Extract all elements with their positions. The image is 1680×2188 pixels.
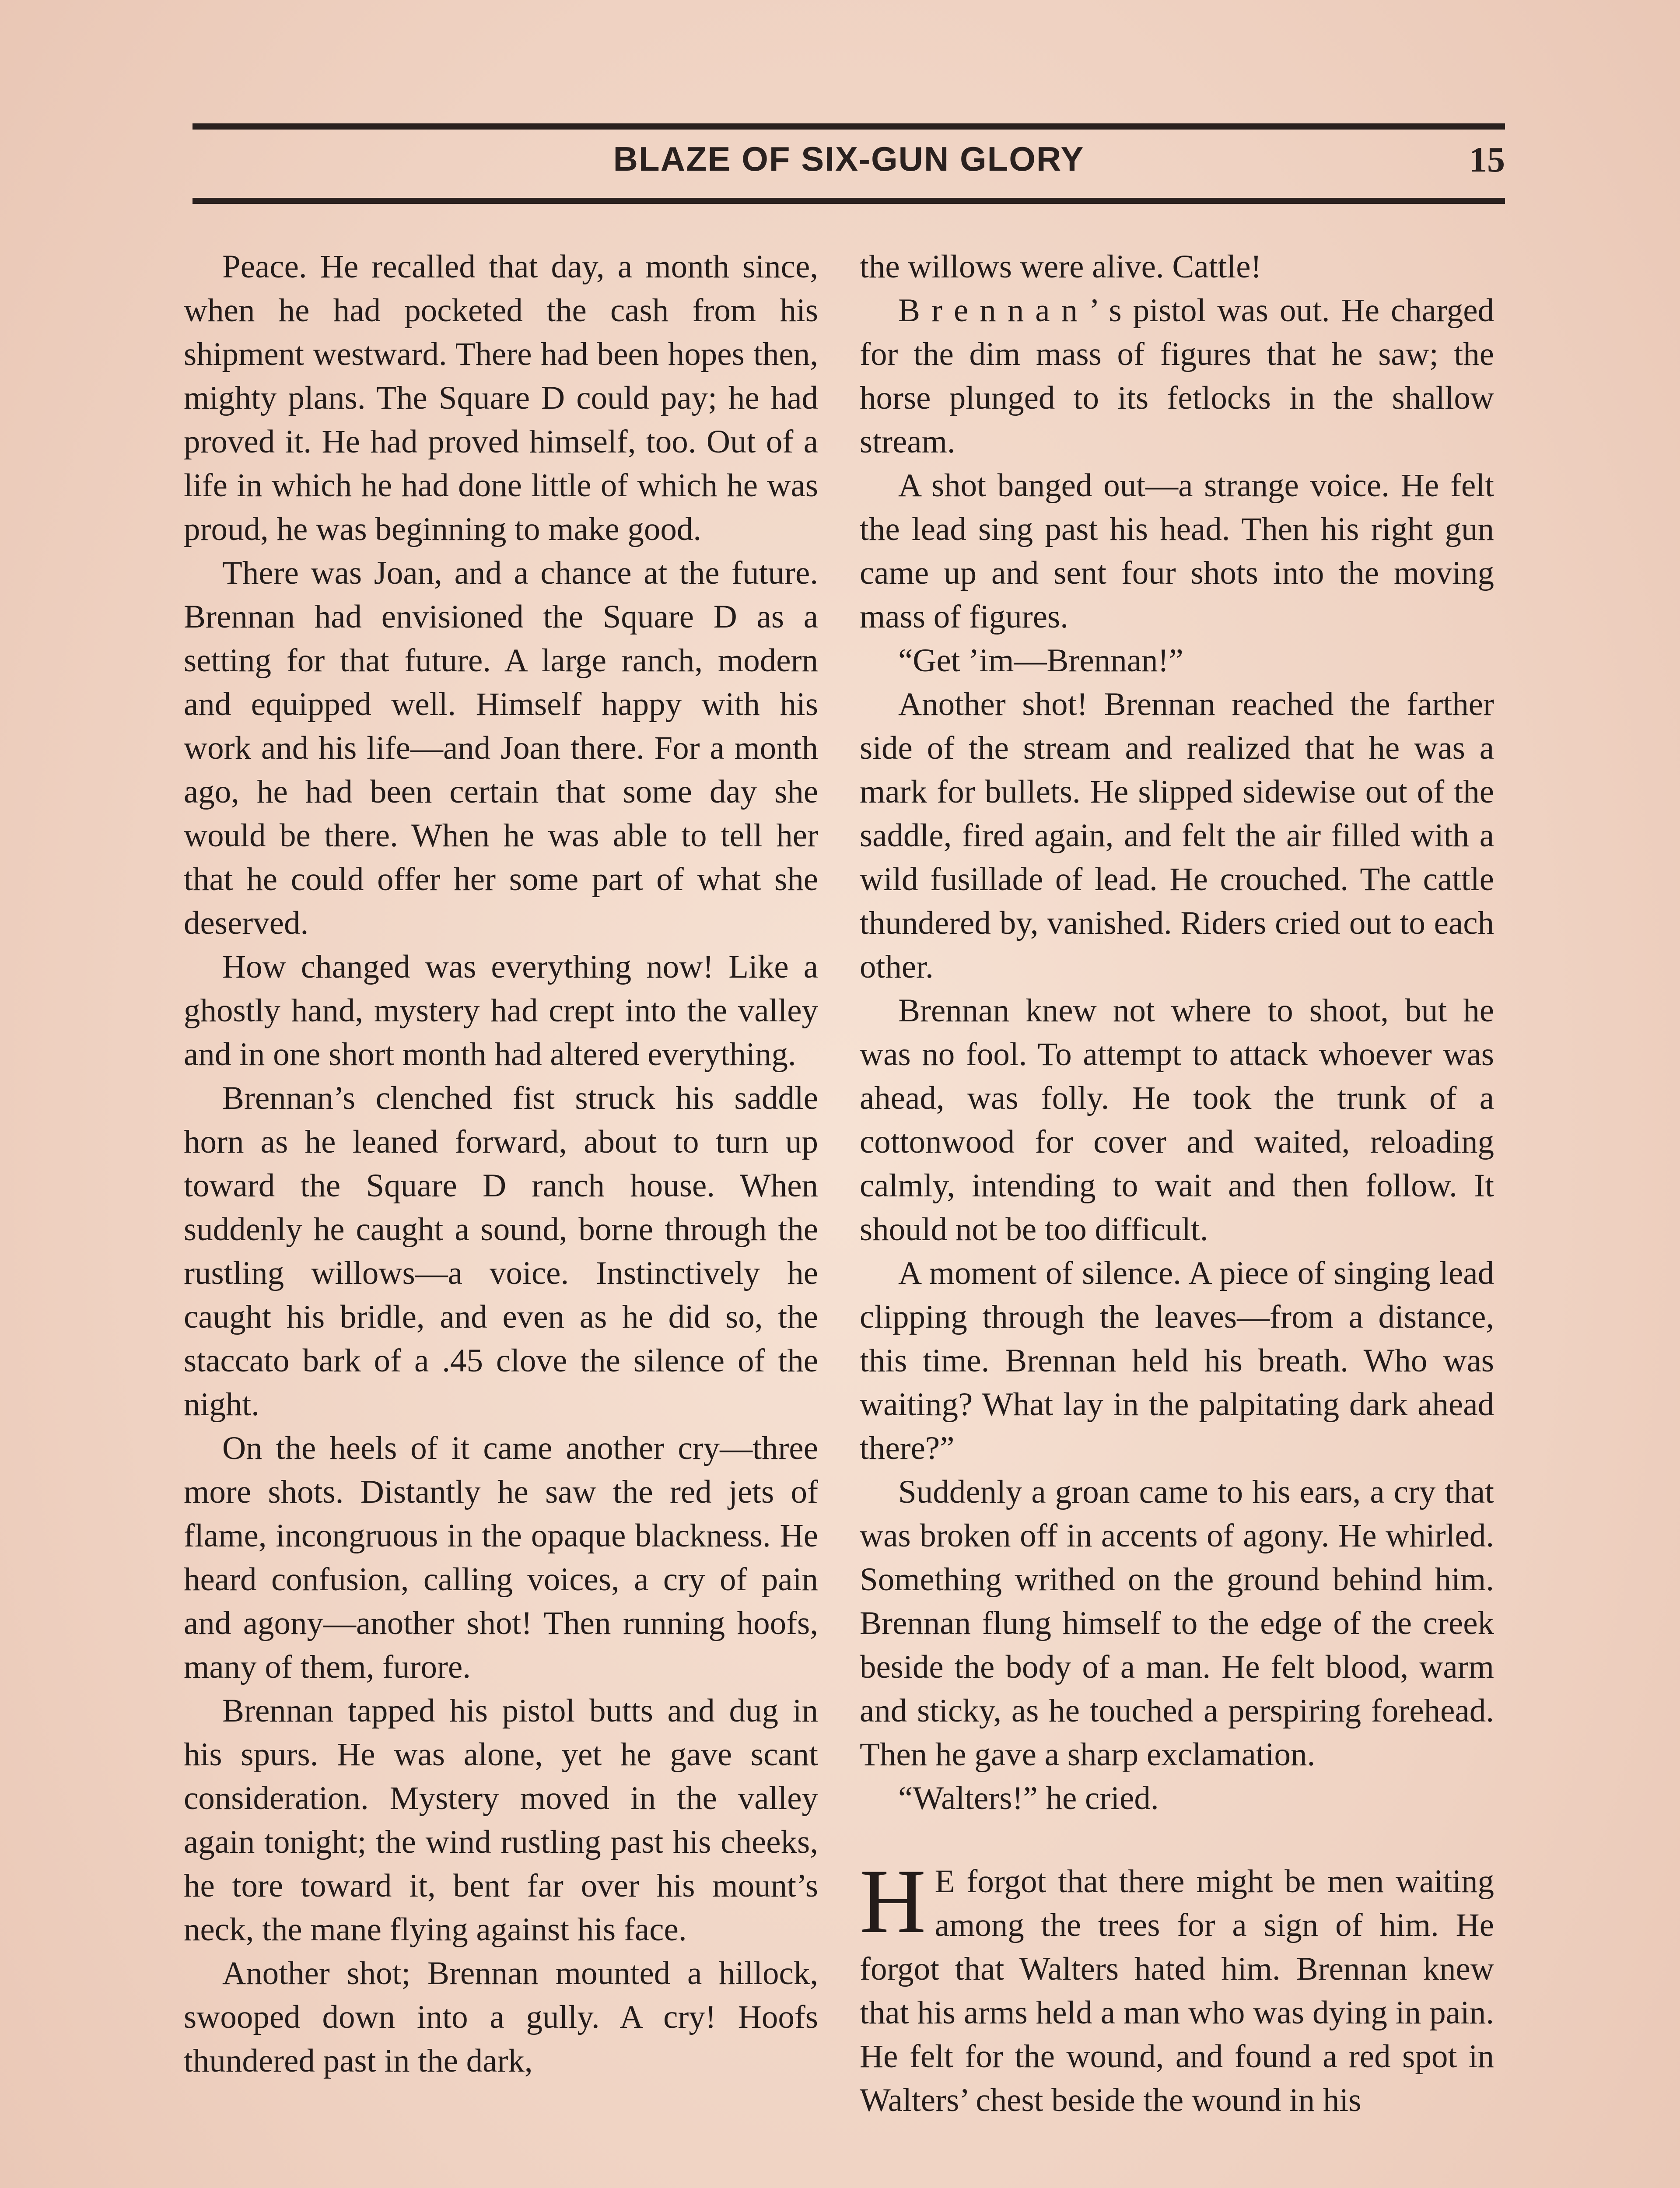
paragraph: There was Joan, and a chance at the future. Brennan had envisioned the Square D as a setting for that future. A large ranch, modern and equipped well. Himself happy with his work and his life—and Joan there. For a month ago, he had been certain that some day she would be there. When he was able to tell her that he could offer her some part of what she deserved. (184, 555, 818, 941)
paragraph: “Get ’im—Brennan!” (898, 642, 1183, 679)
paragraph: Brennan knew not where to shoot, but he was no fool. To attempt to attack whoever was ahead, was folly. He took the trunk of a cottonwood for cover and waited, reloading calmly, intending to wait and then follow. It should not be too difficult. (860, 992, 1494, 1248)
header-rule-top (192, 123, 1505, 130)
drop-cap: H (860, 1851, 926, 1952)
paragraph: Peace. He recalled that day, a month since, when he had pocketed the cash from his shipment westward. There had been hopes then, mighty plans. The Square D could pay; he had proved it. He had proved himself, too. Out of a life in which he had done little of which he was proud, he was beginning to make good. (184, 249, 818, 547)
paragraph: How changed was everything now! Like a ghostly hand, mystery had crept into the valley and in one short month had altered everything. (184, 949, 818, 1073)
paragraph: Brennan tapped his pistol butts and dug in his spurs. He was alone, yet he gave scant consideration. Mystery moved in the valley again tonight; the wind rustling past his cheeks, he tore toward it, bent far over his mount’s neck, the mane flying against his face. (184, 1693, 818, 1948)
page-number: 15 (1469, 140, 1505, 179)
paragraph-continuation: the willows were alive. Cattle! (860, 249, 1262, 285)
paragraph: B r e n n a n ’ s pistol was out. He charged for the dim mass of figures that he saw; the horse plunged to its fetlocks in the shallow stream. (860, 292, 1494, 460)
section-break (860, 1820, 1494, 1860)
paragraph: A shot banged out—a strange voice. He felt the lead sing past his head. Then his right gun came up and sent four shots into the moving mass of figures. (860, 467, 1494, 635)
section-paragraph (860, 1851, 1494, 2122)
left-column (184, 245, 818, 2083)
paragraph: Suddenly a groan came to his ears, a cry that was broken off in accents of agony. He whirled. Something writhed on the ground behind him. Brennan flung himself to the edge of the creek beside the body of a man. He felt blood, warm and sticky, as he touched a perspiring forehead. Then he gave a sharp exclamation. (860, 1474, 1494, 1773)
header-rule-bottom (192, 198, 1505, 204)
paragraph: A moment of silence. A piece of singing lead clipping through the leaves—from a distance, this time. Brennan held his breath. Who was waiting? What lay in the palpitating dark ahead there?” (860, 1255, 1494, 1466)
right-column (860, 245, 1494, 2122)
paragraph: “Walters!” he cried. (898, 1780, 1159, 1816)
running-title: BLAZE OF SIX-GUN GLORY (613, 140, 1085, 178)
section-text: E forgot that there might be men waiting among the trees for a sign of him. He forgot that Walters hated him. Brennan knew that his arms held a man who was dying in pain. He felt for the wound, and found a red spot in Walters’ chest beside the wound in his (860, 1863, 1494, 2118)
paragraph: Another shot! Brennan reached the farther side of the stream and realized that he was a mark for bullets. He slipped sidewise out of the saddle, fired again, and felt the air filled with a wild fusillade of lead. He crouched. The cattle thundered by, vanished. Riders cried out to each other. (860, 686, 1494, 985)
paragraph: On the heels of it came another cry—three more shots. Distantly he saw the red jets of flame, incongruous in the opaque blackness. He heard confusion, calling voices, a cry of pain and agony—another shot! Then running hoofs, many of them, furore. (184, 1430, 818, 1685)
paragraph: Brennan’s clenched fist struck his saddle horn as he leaned forward, about to turn up toward the Square D ranch house. When suddenly he caught a sound, borne through the rustling willows—a voice. Instinctively he caught his bridle, and even as he did so, the staccato bark of a .45 clove the silence of the night. (184, 1080, 818, 1423)
paragraph: Another shot; Brennan mounted a hillock, swooped down into a gully. A cry! Hoofs thundered past in the dark, (184, 1955, 818, 2079)
